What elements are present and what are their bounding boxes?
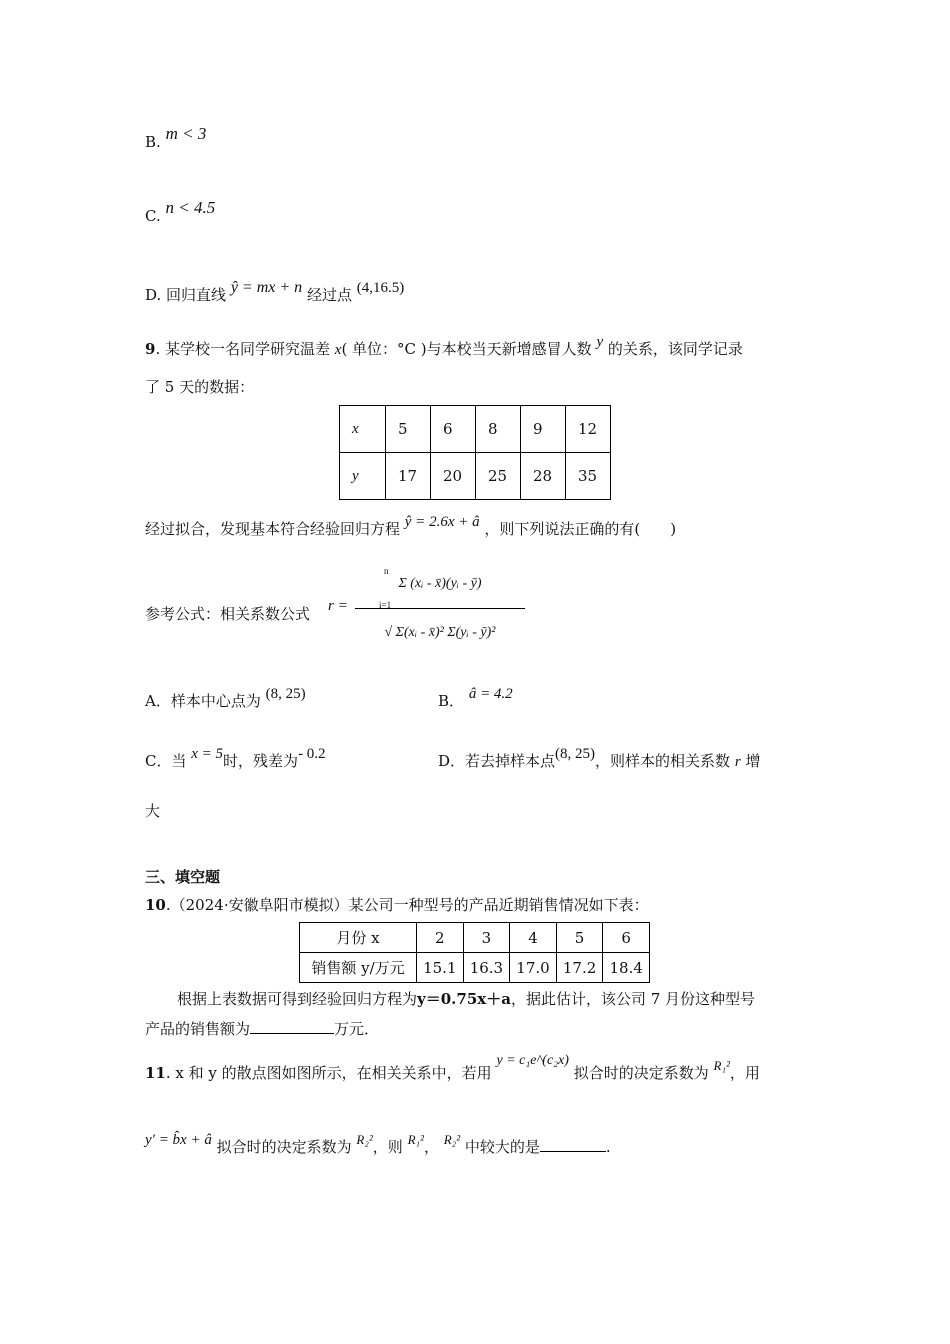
table-cell: 12 bbox=[566, 406, 611, 453]
table-row bbox=[340, 453, 611, 500]
table-cell: 25 bbox=[476, 453, 521, 500]
answer-blank[interactable] bbox=[540, 1151, 606, 1152]
option-value: - 0.2 bbox=[298, 746, 326, 762]
stem-text-a: . x 和 y 的散点图如图所示，在相关关系中，若用 bbox=[165, 1064, 492, 1082]
q8-option-d bbox=[145, 279, 405, 305]
option-label: A．样本中心点为 bbox=[145, 692, 261, 710]
section-title: 三、填空题 bbox=[145, 868, 221, 886]
stem-text-b: ( 单位：°C )与本校当天新增感冒人数 bbox=[341, 340, 592, 358]
line2-text-c: 中较大的是 bbox=[464, 1138, 540, 1156]
q11-stem bbox=[145, 1053, 760, 1083]
option-expr: m < 3 bbox=[165, 124, 207, 143]
stem-text-c: ，用 bbox=[729, 1064, 760, 1082]
table-cell: 16.3 bbox=[463, 953, 510, 983]
table-cell: 4 bbox=[510, 923, 557, 953]
q10-text bbox=[177, 988, 755, 1009]
text-line2-a: 产品的销售额为 bbox=[145, 1020, 251, 1038]
table-row bbox=[300, 953, 650, 983]
q9-option-a bbox=[145, 686, 306, 711]
model-linear: y′ = b̂x + â bbox=[145, 1132, 212, 1148]
row-label-month: 月份 x bbox=[300, 923, 417, 953]
r1-squared: R₁² bbox=[407, 1132, 424, 1147]
text-equation: y＝0.75x＋a bbox=[417, 990, 511, 1008]
table-cell: 28 bbox=[521, 453, 566, 500]
fit-text-b: ，则下列说法正确的有( ) bbox=[484, 520, 677, 538]
option-label: D. 回归直线 bbox=[145, 286, 227, 304]
option-mid: 时，残差为 bbox=[223, 752, 299, 770]
stem-text-b: 拟合时的决定系数为 bbox=[573, 1064, 709, 1082]
option-point: (4,16.5) bbox=[356, 280, 405, 296]
option-end: 增 bbox=[745, 752, 761, 770]
table-cell: 17.2 bbox=[556, 953, 603, 983]
question-number: 9 bbox=[145, 340, 156, 358]
q9-option-c bbox=[145, 746, 326, 771]
table-cell: 6 bbox=[603, 923, 650, 953]
option-expr: (8, 25) bbox=[265, 686, 306, 702]
text-line2-b: 万元． bbox=[334, 1020, 380, 1038]
r1-squared: R₁² bbox=[713, 1058, 730, 1073]
q11-line2 bbox=[145, 1132, 611, 1157]
table-cell: 5 bbox=[556, 923, 603, 953]
q9-option-d-line2: 大 bbox=[145, 802, 161, 820]
question-number: 11 bbox=[145, 1064, 166, 1082]
text-b: ，据此估计，该公司 7 月份这种型号 bbox=[510, 990, 756, 1008]
table-cell: 35 bbox=[566, 453, 611, 500]
q8-option-b bbox=[145, 124, 207, 152]
row-label-x: x bbox=[340, 406, 386, 453]
answer-blank[interactable] bbox=[250, 1033, 334, 1034]
q10-sales-table bbox=[299, 922, 650, 983]
fit-equation: ŷ = 2.6x + â bbox=[404, 514, 480, 530]
q9-stem bbox=[145, 334, 743, 359]
comma: ， bbox=[423, 1138, 439, 1156]
q8-option-c bbox=[145, 198, 216, 226]
q9-stem-line2: 了 5 天的数据： bbox=[145, 378, 255, 396]
option-label: D．若去掉样本点 bbox=[438, 752, 556, 770]
option-text: ，则样本的相关系数 bbox=[595, 752, 731, 770]
stem-text: .（2024·安徽阜阳市模拟）某公司一种型号的产品近期销售情况如下表： bbox=[165, 896, 649, 914]
table-cell: 9 bbox=[521, 406, 566, 453]
sum-sup: n bbox=[384, 566, 389, 576]
q9-option-b bbox=[438, 686, 513, 711]
q9-option-d bbox=[438, 746, 761, 771]
stem-text-c: 的关系，该同学记录 bbox=[607, 340, 743, 358]
option-var-r: r bbox=[734, 754, 741, 770]
fit-text-a: 经过拟合，发现基本符合经验回归方程 bbox=[145, 520, 401, 538]
stem-text-a: . 某学校一名同学研究温差 bbox=[155, 340, 330, 358]
option-expr: (8, 25) bbox=[555, 746, 596, 762]
sum-sub: i=1 bbox=[379, 600, 392, 610]
model-exponential: y = c₁e^(c₂x) bbox=[496, 1053, 569, 1068]
r2-squared: R₂² bbox=[356, 1132, 373, 1147]
row-label-y: y bbox=[340, 453, 386, 500]
table-cell: 6 bbox=[431, 406, 476, 453]
table-row bbox=[300, 923, 650, 953]
text-a: 根据上表数据可得到经验回归方程为 bbox=[177, 990, 418, 1008]
formula-r: r = bbox=[328, 598, 348, 614]
r2-squared: R₂² bbox=[443, 1132, 461, 1147]
option-label: C. bbox=[145, 207, 161, 225]
table-row bbox=[340, 406, 611, 453]
q10-text-line2 bbox=[145, 1018, 379, 1039]
table-cell: 17 bbox=[386, 453, 431, 500]
q10-stem bbox=[145, 894, 649, 915]
q9-formula-label: 参考公式：相关系数公式 bbox=[145, 605, 311, 623]
option-label: B． bbox=[438, 692, 465, 710]
line2-text-a: 拟合时的决定系数为 bbox=[216, 1138, 352, 1156]
option-expr: n < 4.5 bbox=[165, 198, 216, 217]
option-expr: x = 5 bbox=[191, 746, 224, 762]
table-cell: 3 bbox=[463, 923, 510, 953]
q9-data-table bbox=[339, 405, 611, 500]
option-expr: ŷ = mx + n bbox=[230, 279, 303, 296]
formula-denominator: √ Σ(xᵢ - x̄)² Σ(yᵢ - ȳ)² bbox=[384, 625, 496, 640]
table-cell: 17.0 bbox=[510, 953, 557, 983]
table-cell: 2 bbox=[417, 923, 464, 953]
stem-var-x: x bbox=[334, 342, 342, 358]
q9-fit-line bbox=[145, 514, 677, 539]
table-cell: 20 bbox=[431, 453, 476, 500]
end-period: . bbox=[605, 1138, 611, 1156]
option-mid: 经过点 bbox=[306, 286, 352, 304]
table-cell: 8 bbox=[476, 406, 521, 453]
table-cell: 18.4 bbox=[603, 953, 650, 983]
table-cell: 15.1 bbox=[417, 953, 464, 983]
row-label-sales: 销售额 y/万元 bbox=[300, 953, 417, 983]
option-label: B. bbox=[145, 133, 161, 151]
stem-var-y: y bbox=[596, 334, 604, 350]
table-cell: 5 bbox=[386, 406, 431, 453]
line2-text-b: ，则 bbox=[372, 1138, 403, 1156]
option-expr: â = 4.2 bbox=[468, 686, 513, 702]
question-number: 10 bbox=[145, 896, 166, 914]
formula-numerator: Σ (xᵢ - x̄)(yᵢ - ȳ) bbox=[398, 576, 482, 591]
option-label: C．当 bbox=[145, 752, 187, 770]
